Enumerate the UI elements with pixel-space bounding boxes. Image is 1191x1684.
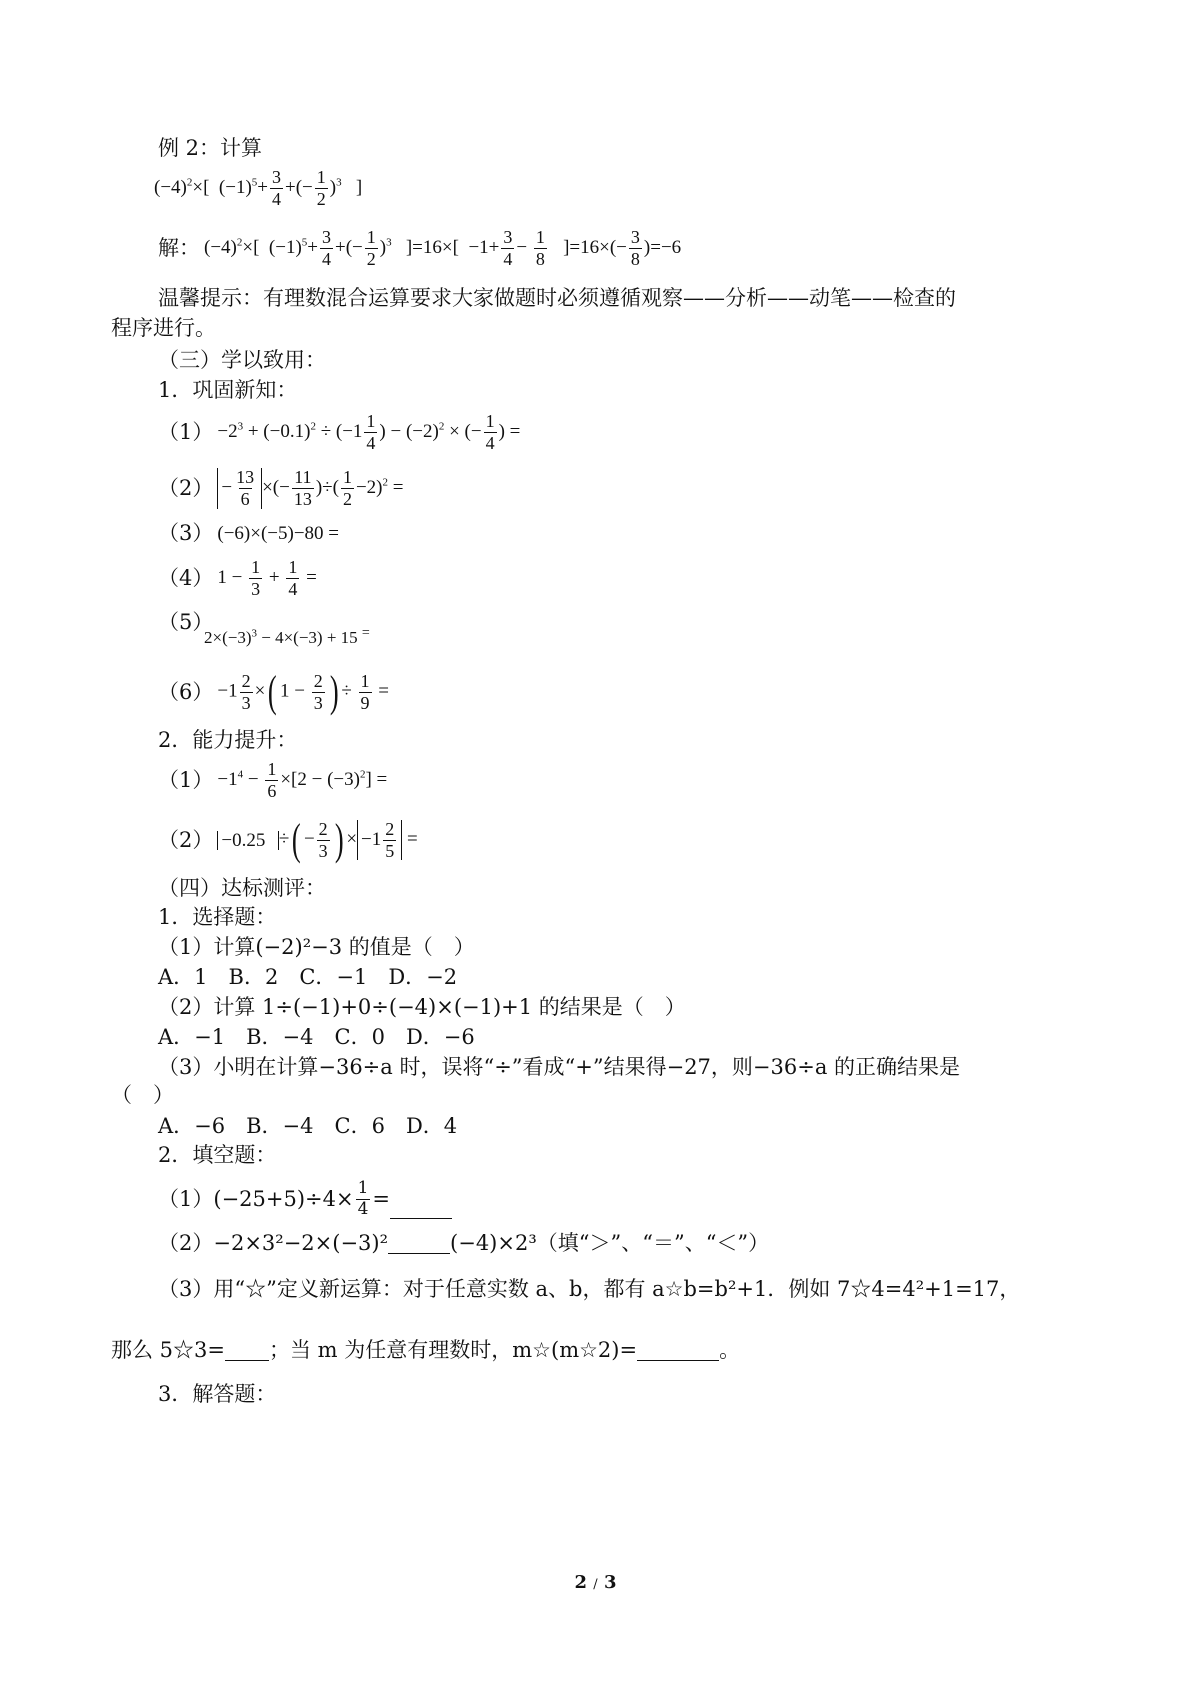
exercise-label: （6） <box>158 679 214 704</box>
example-heading: 例 2：计算 <box>158 136 263 160</box>
fill-q3-text-b: ；当 m 为任意有理数时，m☆(m☆2)= <box>269 1338 638 1362</box>
page-footer <box>0 1572 1191 1593</box>
fill-q3-text-a: 那么 5☆3= <box>111 1338 225 1362</box>
tip-line-1: 温馨提示：有理数混合运算要求大家做题时必须遵循观察——分析——动笔——检查的 <box>158 286 956 310</box>
fill-q2 <box>158 1232 769 1254</box>
page-total: 3 <box>603 1572 617 1593</box>
section-3-title: （三）学以致用： <box>158 348 326 372</box>
choice-title: 1．选择题： <box>158 905 277 929</box>
exercise-label: （3） <box>158 521 214 545</box>
fill-q2-right: (−4)×2³（填“＞”、“＝”、“＜”） <box>450 1231 770 1255</box>
exercise-1-6: （6） −1 $\frac{2}{3}$ ×( 1 − $\frac{2}{3}$ ) ÷ $\frac{1}{9}$ = <box>158 667 389 716</box>
answer-blank[interactable] <box>225 1342 269 1361</box>
page-separator: / <box>593 1577 598 1592</box>
exercise-label: （4） <box>158 565 214 590</box>
fill-q3-text-c: 。 <box>719 1338 741 1362</box>
choice-q3-line-2: （ ） <box>111 1083 174 1107</box>
fill-q1-expression: (−25+5)÷4× <box>213 1186 354 1211</box>
exercise-label: （1） <box>158 767 214 792</box>
fill-label: （2） <box>158 1231 214 1255</box>
answer-blank[interactable] <box>637 1342 719 1361</box>
answer-blank[interactable] <box>390 1200 452 1219</box>
choice-q3-options: A．−6 B．−4 C．6 D．4 <box>158 1114 458 1138</box>
fill-title: 2．填空题： <box>158 1143 277 1167</box>
fill-q3-line-2 <box>111 1339 740 1361</box>
exercise-label: （2） <box>158 827 214 852</box>
part-2-title: 2．能力提升： <box>158 728 298 752</box>
choice-q3-line-1: （3）小明在计算−36÷a 时，误将“÷”看成“+”结果得−27，则−36÷a 的正确结果是 <box>158 1055 961 1079</box>
choice-q2: （2）计算 1÷(−1)+0÷(−4)×(−1)+1 的结果是（ ） <box>158 995 686 1019</box>
fill-q1: （1）(−25+5)÷4× $\frac{1}{4}$ = <box>158 1180 452 1219</box>
exercise-1-5: $2\times(-3)^3 - 4\times(-3) + 15$ = <box>204 625 370 647</box>
fill-q3-line-1: （3）用“☆”定义新运算：对于任意实数 a、b，都有 a☆b=b²+1．例如 7☆4=4²+1=17， <box>158 1277 1021 1301</box>
example-solution: 解： $(-4)^2\times$[ $(-1)^5+$ $\frac{3}{4}$ +(− $\frac{1}{2}$ )$^3$ ]=16×[ −1+ $\frac{3}{4}$ − $\frac{1}{8}$ ]=16×(− $\frac{3}{8}$ )=−6 <box>158 227 682 269</box>
section-4-title: （四）达标测评： <box>158 876 326 900</box>
fill-q2-left: −2×3²−2×(−3)² <box>213 1231 389 1255</box>
choice-q1-options: A．1 B．2 C．−1 D．−2 <box>158 965 458 989</box>
choice-q1: （1）计算(−2)²−3 的值是（ ） <box>158 935 475 959</box>
exercise-2-2: （2） −0.25 ÷( − $\frac{2}{3}$ ) × −1 $\frac{2}{5}$ = <box>158 815 418 864</box>
answer-blank[interactable] <box>388 1235 450 1254</box>
exercise-1-4: （4） 1 − $\frac{1}{3}$ + $\frac{1}{4}$ = <box>158 557 317 599</box>
exercise-2-1: $(1) -1^4$ − $\frac{1}{6}$ $\times[2 - (-3)^2]$ = <box>158 759 388 801</box>
example-expression: $(-4)^2\times$[ $(-1)^5+$ $\frac{3}{4}$ +(− $\frac{1}{2}$ )$^3$ ] <box>154 167 363 209</box>
exercise-1-1: $(1) -2^3 + (-0.1)^2 \div (-1$ $\frac{1}{4}$ ) − $(-2)^2$ × (− $\frac{1}{4}$ ) = <box>158 411 521 453</box>
solution-label: 解： <box>158 235 200 260</box>
exercise-1-3: （3） (−6)×(−5)−80 = <box>158 521 340 545</box>
exercise-label: （2） <box>158 475 214 500</box>
page-number: 2 <box>574 1572 588 1593</box>
exercise-1-2: （2） − $\frac{13}{6}$ ×(− $\frac{11}{13}$ )÷( $\frac{1}{2}$ −2)$^2$ = <box>158 467 404 509</box>
answer-title: 3．解答题： <box>158 1382 277 1406</box>
fill-label: （1） <box>158 1186 214 1211</box>
exercise-label: （1） <box>158 419 214 444</box>
choice-q2-options: A．−1 B．−4 C．0 D．−6 <box>158 1025 475 1049</box>
fill-q1-equals: = <box>372 1186 391 1211</box>
part-1-title: 1．巩固新知： <box>158 378 298 402</box>
tip-line-2: 程序进行。 <box>111 316 216 340</box>
exercise-1-5-label: （5） <box>158 610 214 634</box>
